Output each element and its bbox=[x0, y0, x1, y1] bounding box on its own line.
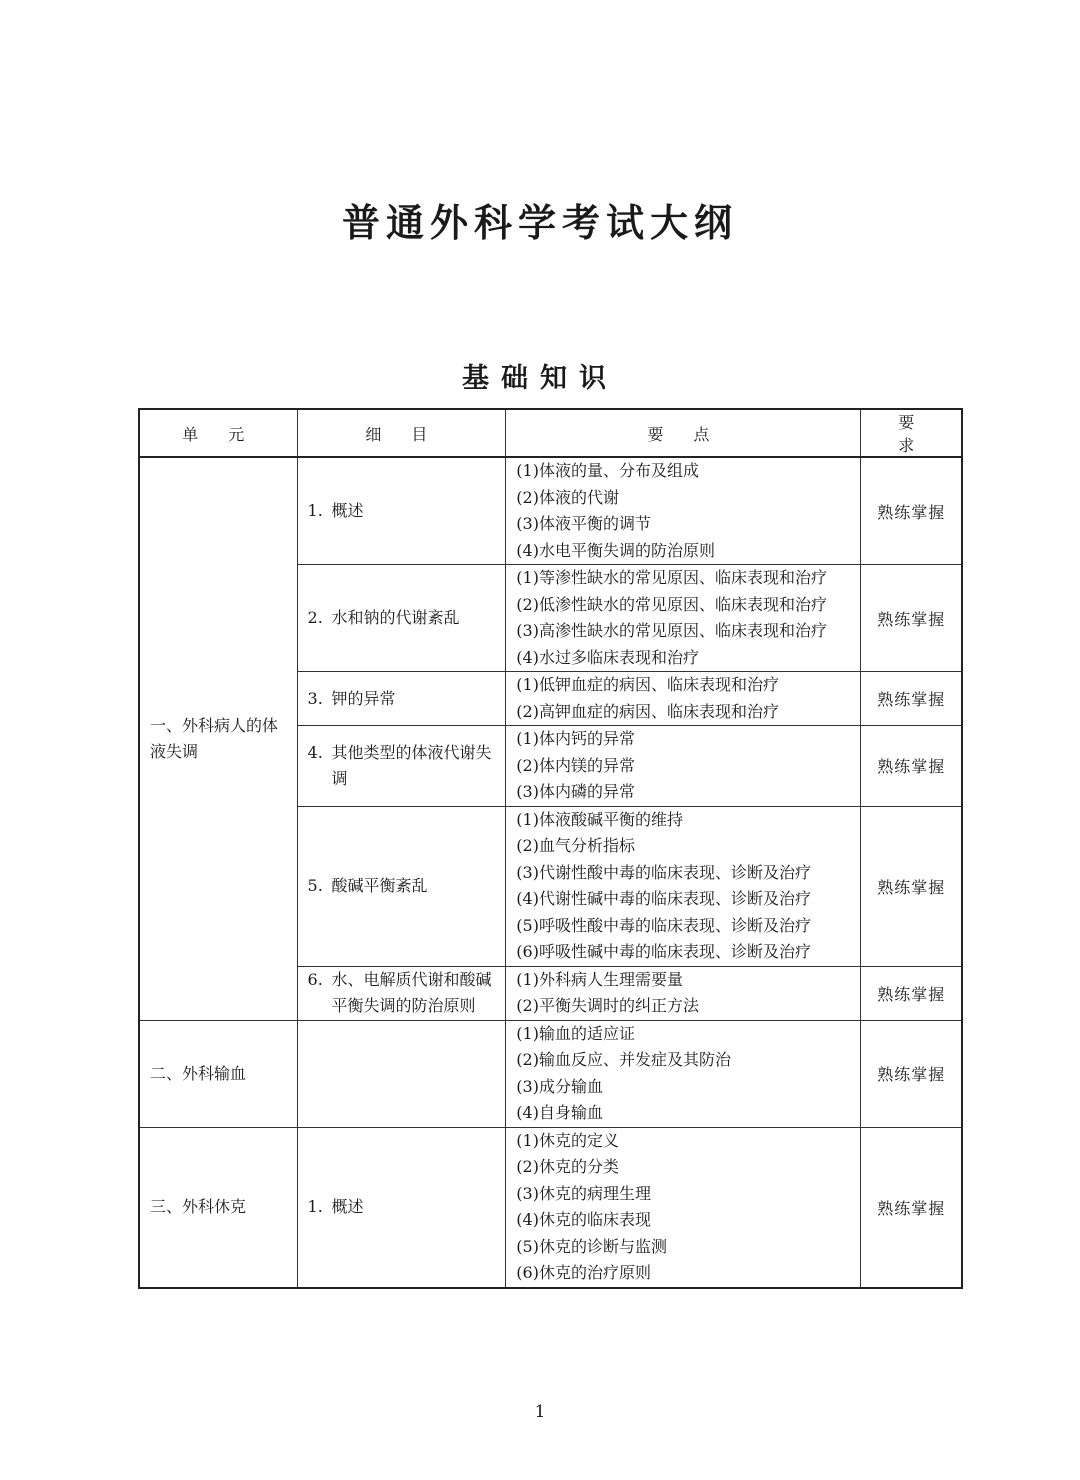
points-cell bbox=[506, 565, 861, 672]
requirement-cell: 熟练掌握 bbox=[861, 806, 962, 966]
table-row bbox=[139, 457, 962, 565]
item-cell bbox=[297, 672, 506, 726]
item-cell bbox=[297, 565, 506, 672]
item-number: 2. bbox=[307, 608, 323, 627]
section-title: 基础知识 bbox=[462, 363, 618, 394]
points-cell bbox=[506, 966, 861, 1020]
points-cell bbox=[506, 1020, 861, 1127]
point-line: (1)外科病人生理需要量 bbox=[516, 969, 683, 989]
point-line: (1)低钾血症的病因、临床表现和治疗 bbox=[516, 675, 779, 694]
header-unit: 单元 bbox=[139, 409, 297, 457]
point-line: (1)体液的量、分布及组成 bbox=[516, 461, 699, 480]
item-entry bbox=[308, 1194, 496, 1220]
item-name: 水、电解质代谢和酸碱平衡失调的防治原则 bbox=[331, 970, 492, 1015]
requirement-cell: 熟练掌握 bbox=[861, 966, 962, 1020]
requirement-cell: 熟练掌握 bbox=[861, 565, 962, 672]
point-line: (1)体液酸碱平衡的维持 bbox=[516, 809, 683, 829]
point-line: (4)代谢性碱中毒的临床表现、诊断及治疗 bbox=[516, 889, 811, 908]
item-cell bbox=[297, 1020, 506, 1127]
point-line: (4)自身输血 bbox=[516, 1103, 603, 1122]
point-line: (1)体内钙的异常 bbox=[516, 729, 635, 748]
point-line: (2)高钾血症的病因、临床表现和治疗 bbox=[516, 701, 779, 721]
point-line: (3)高渗性缺水的常见原因、临床表现和治疗 bbox=[516, 621, 827, 640]
item-entry bbox=[308, 967, 496, 1019]
header-row bbox=[139, 409, 962, 457]
point-line: (2)体内镁的异常 bbox=[516, 755, 635, 775]
point-line: (2)平衡失调时的纠正方法 bbox=[516, 996, 699, 1015]
point-line: (2)体液的代谢 bbox=[516, 487, 619, 507]
point-line: (5)呼吸性酸中毒的临床表现、诊断及治疗 bbox=[516, 915, 811, 935]
point-line: (3)成分输血 bbox=[516, 1076, 603, 1096]
point-line: (3)体液平衡的调节 bbox=[516, 514, 651, 533]
requirement-cell: 熟练掌握 bbox=[861, 457, 962, 565]
unit-cell: 一、外科病人的体液失调 bbox=[139, 457, 297, 1020]
point-line: (4)水过多临床表现和治疗 bbox=[516, 647, 699, 667]
point-line: (2)血气分析指标 bbox=[516, 836, 635, 855]
item-number: 5. bbox=[307, 876, 323, 895]
table-row bbox=[139, 1127, 962, 1288]
item-cell bbox=[297, 726, 506, 807]
item-cell bbox=[297, 966, 506, 1020]
header-requirement: 要求 bbox=[861, 409, 962, 457]
table-body bbox=[139, 457, 962, 1288]
item-name: 概述 bbox=[331, 501, 364, 520]
requirement-cell: 熟练掌握 bbox=[861, 672, 962, 726]
page-number: 1 bbox=[534, 1402, 546, 1422]
table-row bbox=[139, 1020, 962, 1127]
requirement-cell: 熟练掌握 bbox=[861, 1020, 962, 1127]
item-number: 6. bbox=[307, 970, 323, 989]
item-number: 4. bbox=[307, 742, 323, 762]
header-item: 细目 bbox=[297, 409, 506, 457]
point-line: (3)休克的病理生理 bbox=[516, 1183, 651, 1203]
point-line: (2)休克的分类 bbox=[516, 1157, 619, 1176]
item-entry bbox=[308, 498, 496, 524]
document-title: 普通外科学考试大纲 bbox=[341, 201, 738, 245]
points-cell bbox=[506, 672, 861, 726]
header-points: 要点 bbox=[506, 409, 861, 457]
point-line: (4)休克的临床表现 bbox=[516, 1210, 651, 1229]
item-cell bbox=[297, 806, 506, 966]
unit-cell: 二、外科输血 bbox=[139, 1020, 297, 1127]
item-number: 1. bbox=[307, 501, 323, 520]
point-line: (6)休克的治疗原则 bbox=[516, 1263, 651, 1282]
point-line: (3)体内磷的异常 bbox=[516, 782, 635, 801]
item-cell bbox=[297, 1127, 506, 1288]
item-entry bbox=[308, 740, 496, 792]
point-line: (6)呼吸性碱中毒的临床表现、诊断及治疗 bbox=[516, 942, 811, 961]
point-line: (1)休克的定义 bbox=[516, 1130, 619, 1150]
point-line: (4)水电平衡失调的防治原则 bbox=[516, 540, 715, 560]
point-line: (2)低渗性缺水的常见原因、临床表现和治疗 bbox=[516, 594, 827, 614]
requirement-cell: 熟练掌握 bbox=[861, 1127, 962, 1288]
points-cell bbox=[506, 726, 861, 807]
item-name: 酸碱平衡紊乱 bbox=[331, 876, 428, 895]
item-number: 3. bbox=[307, 688, 323, 708]
item-cell bbox=[297, 457, 506, 565]
item-entry bbox=[308, 686, 496, 712]
item-number: 1. bbox=[307, 1197, 323, 1216]
item-name: 水和钠的代谢紊乱 bbox=[331, 608, 460, 627]
point-line: (1)输血的适应证 bbox=[516, 1023, 635, 1043]
points-cell bbox=[506, 806, 861, 966]
table-header bbox=[139, 409, 962, 457]
requirement-cell: 熟练掌握 bbox=[861, 726, 962, 807]
point-line: (3)代谢性酸中毒的临床表现、诊断及治疗 bbox=[516, 862, 811, 882]
point-line: (5)休克的诊断与监测 bbox=[516, 1236, 667, 1256]
syllabus-table bbox=[138, 408, 963, 1289]
points-cell bbox=[506, 1127, 861, 1288]
item-entry bbox=[308, 605, 496, 631]
item-name: 概述 bbox=[331, 1197, 364, 1216]
unit-cell: 三、外科休克 bbox=[139, 1127, 297, 1288]
item-name: 其他类型的体液代谢失调 bbox=[331, 742, 492, 788]
point-line: (2)输血反应、并发症及其防治 bbox=[516, 1050, 731, 1069]
item-entry bbox=[308, 873, 496, 899]
item-name: 钾的异常 bbox=[331, 688, 396, 708]
points-cell bbox=[506, 457, 861, 565]
point-line: (1)等渗性缺水的常见原因、临床表现和治疗 bbox=[516, 568, 827, 587]
